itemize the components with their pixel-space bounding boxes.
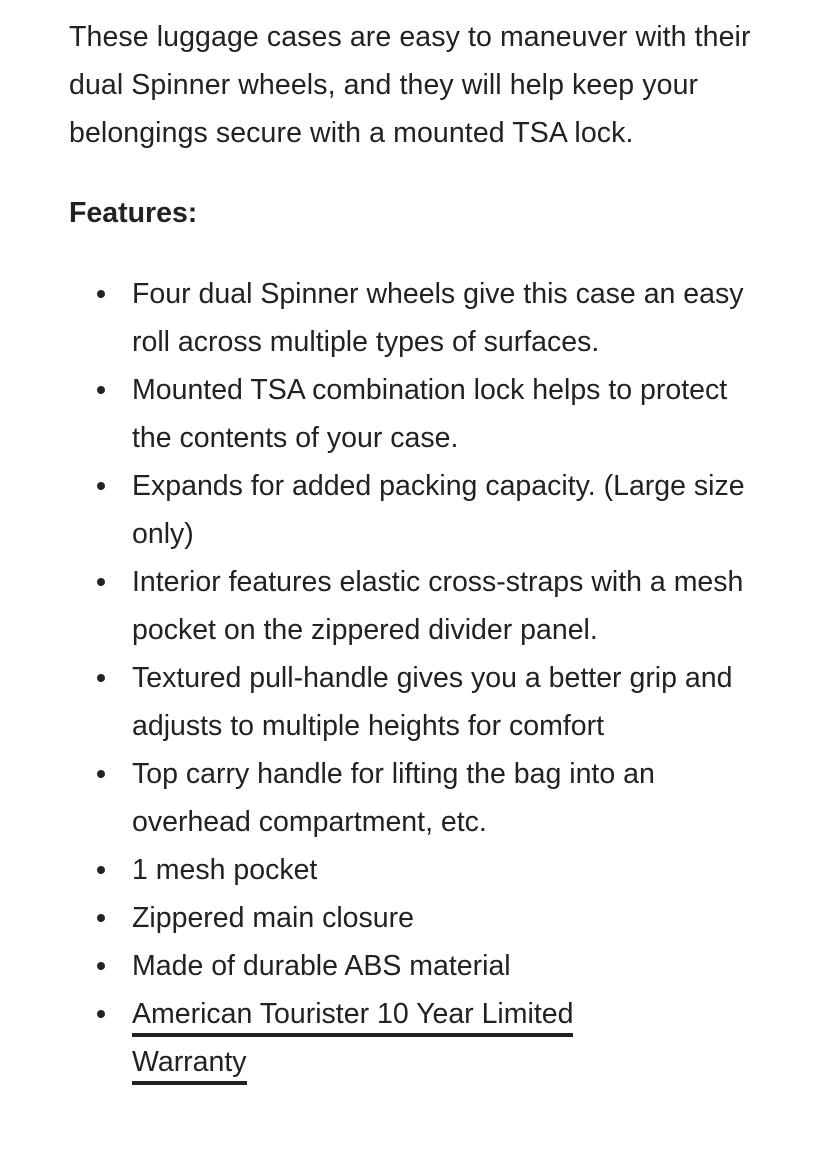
bullet-icon: [97, 770, 105, 778]
warranty-link[interactable]: [132, 998, 573, 1037]
feature-text: Textured pull-handle gives you a better grip and adjusts to multiple heights for comfort: [132, 662, 733, 742]
bullet-icon: [97, 578, 105, 586]
list-item: [132, 846, 772, 894]
list-item: [132, 750, 772, 846]
list-item: [132, 462, 772, 558]
features-list: [69, 270, 772, 1086]
list-item: [132, 654, 772, 750]
feature-text: Expands for added packing capacity. (Large size only): [132, 470, 745, 550]
bullet-icon: [97, 914, 105, 922]
list-item: [132, 558, 772, 654]
feature-text: Top carry handle for lifting the bag into an overhead compartment, etc.: [132, 758, 655, 838]
list-item: [132, 942, 772, 990]
bullet-icon: [97, 482, 105, 490]
bullet-icon: [97, 674, 105, 682]
feature-text: Interior features elastic cross-straps with a mesh pocket on the zippered divider panel.: [132, 566, 744, 646]
features-heading: Features:: [69, 197, 198, 229]
bullet-icon: [97, 866, 105, 874]
bullet-icon: [97, 290, 105, 298]
warranty-link-line-1[interactable]: American Tourister 10 Year Limited: [132, 998, 574, 1030]
bullet-icon: [97, 962, 105, 970]
list-item: [132, 270, 772, 366]
warranty-link-line-2[interactable]: Warranty: [132, 1046, 247, 1078]
intro-paragraph: These luggage cases are easy to maneuver with their dual Spinner wheels, and they will help keep your belongings secure with a mounted TSA lock.: [69, 21, 751, 149]
list-item: [132, 894, 772, 942]
bullet-icon: [97, 1010, 105, 1018]
bullet-icon: [97, 386, 105, 394]
list-item-warranty: [132, 990, 772, 1086]
feature-text: Made of durable ABS material: [132, 950, 511, 982]
feature-text: Four dual Spinner wheels give this case an easy roll across multiple types of surfaces.: [132, 278, 744, 358]
warranty-link-continued[interactable]: [132, 1046, 247, 1085]
feature-text: Mounted TSA combination lock helps to protect the contents of your case.: [132, 374, 728, 454]
feature-text: 1 mesh pocket: [132, 854, 318, 886]
feature-text: Zippered main closure: [132, 902, 414, 934]
list-item: [132, 366, 772, 462]
